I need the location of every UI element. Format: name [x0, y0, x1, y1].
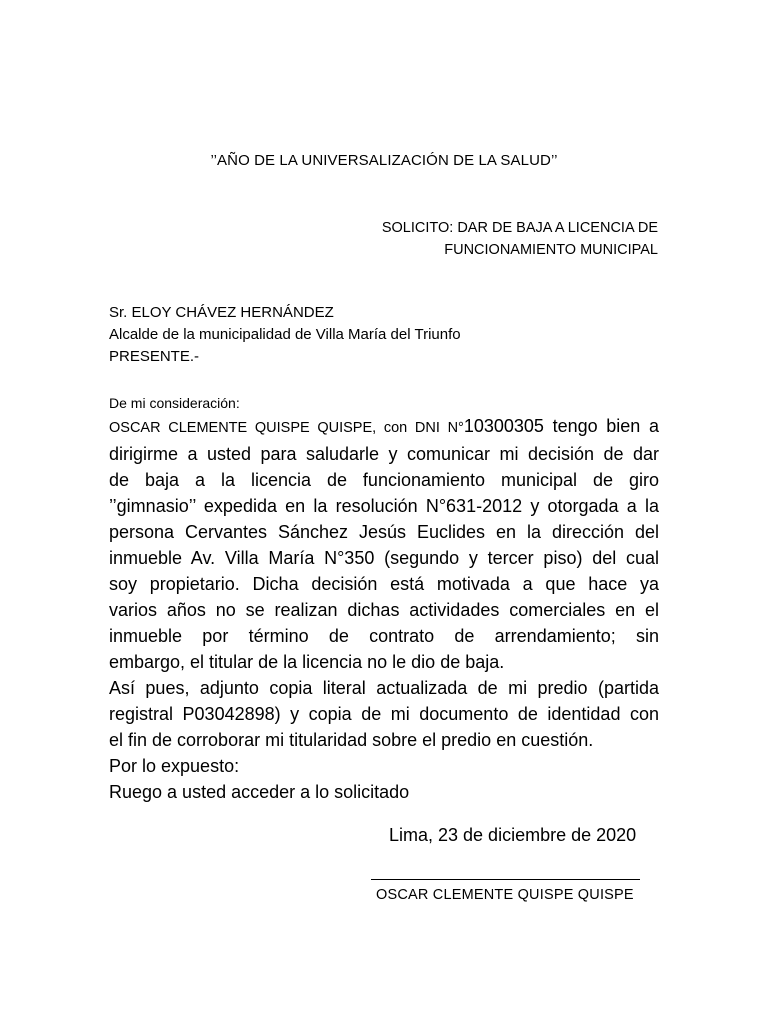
body-line: Ruego a usted acceder a lo solicitado — [109, 782, 410, 802]
solicito-line-2: FUNCIONAMIENTO MUNICIPAL — [444, 242, 658, 258]
letter-date: Lima, 23 de diciembre de 2020 — [389, 825, 637, 845]
body-line: soy propietario. Dicha decisión está motivada a que hace ya — [109, 574, 659, 594]
addressee-name: Sr. ELOY CHÁVEZ HERNÁNDEZ — [109, 304, 334, 321]
body-dni-rest: 10300305 tengo bien a — [463, 416, 659, 436]
body-line: inmueble Av. Villa María N°350 (segundo y tercer piso) del cual — [109, 548, 659, 568]
signature-line — [371, 879, 640, 880]
body-line: embargo, el titular de la licencia no le dio de baja. — [109, 652, 505, 672]
body-line: varios años no se realizan dichas actividades comerciales en el — [109, 600, 659, 620]
solicito-block — [382, 217, 658, 261]
body-line: persona Cervantes Sánchez Jesús Euclides en la dirección del — [109, 522, 659, 542]
body-line: de baja a la licencia de funcionamiento municipal de giro — [109, 470, 659, 490]
body-line-0 — [109, 413, 659, 441]
signature-name: OSCAR CLEMENTE QUISPE QUISPE — [376, 887, 634, 903]
letter-body — [109, 413, 659, 805]
body-line: registral P03042898) y copia de mi documento de identidad con — [109, 704, 659, 724]
addressee-position: Alcalde de la municipalidad de Villa María del Triunfo — [109, 326, 461, 343]
body-line: ’’gimnasio’’ expedida en la resolución N°631-2012 y otorgada a la — [109, 496, 659, 516]
solicito-line-1: SOLICITO: DAR DE BAJA A LICENCIA DE — [381, 220, 658, 236]
body-intro: OSCAR CLEMENTE QUISPE QUISPE, con DNI N° — [109, 420, 464, 436]
body-line: inmueble por término de contrato de arrendamiento; sin — [109, 626, 659, 646]
body-line: dirigirme a usted para saludarle y comunicar mi decisión de dar — [109, 444, 659, 464]
body-line: Por lo expuesto: — [109, 756, 240, 776]
addressee-presente: PRESENTE.- — [109, 348, 200, 365]
addressee-block — [109, 302, 461, 368]
year-motto: ’’AÑO DE LA UNIVERSALIZACIÓN DE LA SALUD’’ — [210, 152, 558, 169]
body-line: Así pues, adjunto copia literal actualizada de mi predio (partida — [109, 678, 659, 698]
body-line: el fin de corroborar mi titularidad sobre el predio en cuestión. — [109, 730, 594, 750]
greeting: De mi consideración: — [109, 395, 240, 411]
